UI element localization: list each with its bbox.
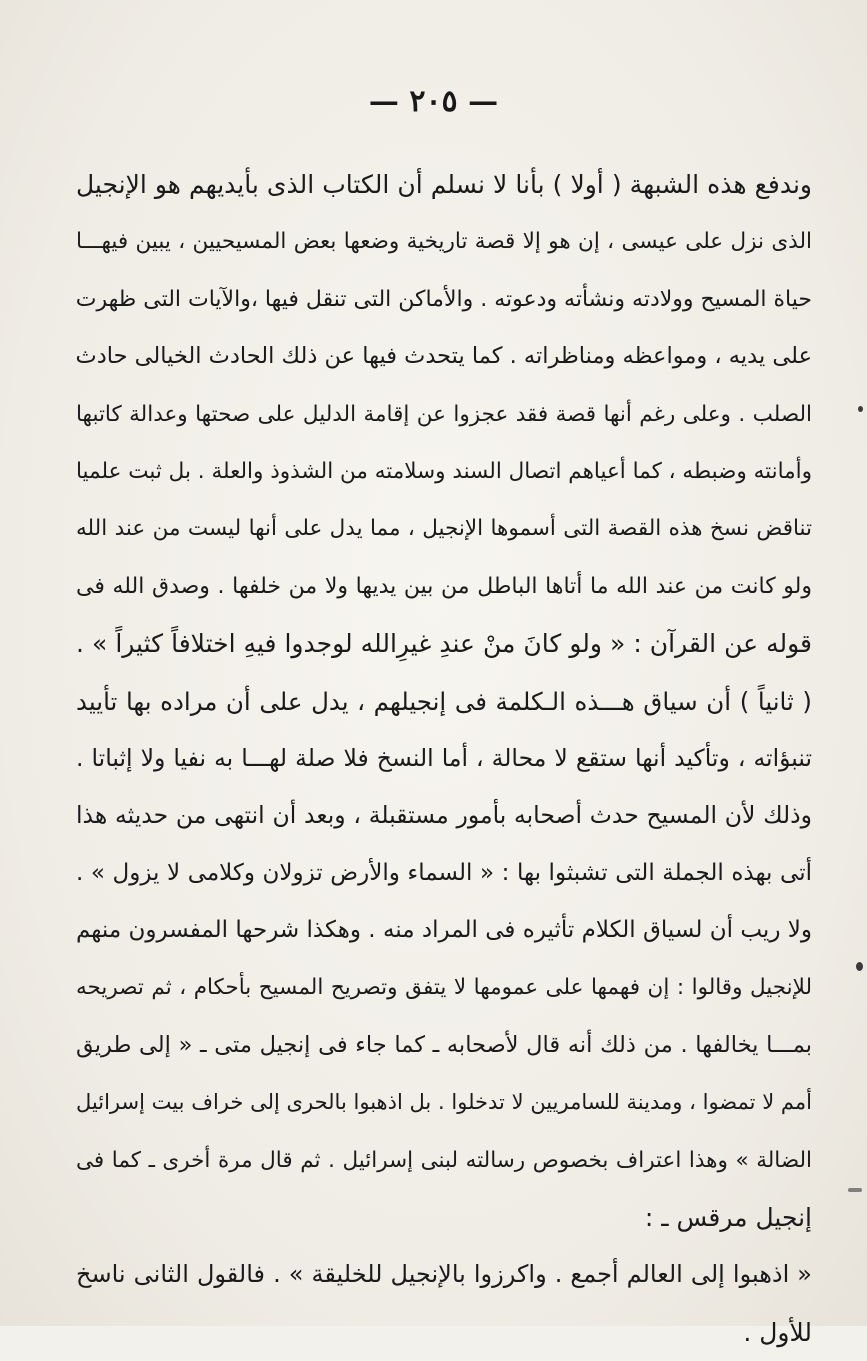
body-text [76, 156, 812, 1361]
text-line: الصلب . وعلى رغم أنها قصة فقد عجزوا عن إقامة الدليل على صحتها وعدالة كاتبها [76, 401, 812, 427]
text-line: الضالة » وهذا اعتراف بخصوص رسالته لبنى إسرائيل . ثم قال مرة أخرى ـ كما فى [76, 1147, 812, 1173]
text-line: أتى بهذه الجملة التى تشبثوا بها : « السماء والأرض تزولان وكلامى لا يزول » . [76, 859, 812, 886]
text-line: « اذهبوا إلى العالم أجمع . واكرزوا بالإنجيل للخليقة » . فالقول الثانى ناسخ [76, 1260, 812, 1289]
page-number: — ٢٠٥ — [368, 84, 499, 119]
text-line: وأمانته وضبطه ، كما أعياهم اتصال السند وسلامته من الشذوذ والعلة . بل ثبت علميا [76, 458, 812, 484]
text-line: حياة المسيح وولادته ونشأته ودعوته . والأماكن التى تنقل فيها ،والآيات التى ظهرت [76, 286, 812, 312]
text-line: تناقض نسخ هذه القصة التى أسموها الإنجيل ، مما يدل على أنها ليست من عند الله [76, 516, 812, 542]
text-line: على يديه ، ومواعظه ومناظراته . كما يتحدث فيها عن ذلك الحادث الخيالى حادث [76, 343, 812, 370]
text-line: أمم لا تمضوا ، ومدينة للسامريين لا تدخلوا . بل اذهبوا بالحرى إلى خراف بيت إسرائيل [76, 1090, 812, 1115]
text-line: الذى نزل على عيسى ، إن هو إلا قصة تاريخية وضعها بعض المسيحيين ، يبين فيهـــا [76, 229, 812, 255]
text-line: وندفع هذه الشبهة ( أولا ) بأنا لا نسلم أن الكتاب الذى بأيديهم هو الإنجيل [76, 170, 812, 199]
text-line: ( ثانياً ) أن سياق هـــذه الـكلمة فى إنجيلهم ، يدل على أن مراده بها تأييد [76, 686, 812, 716]
ink-speck [858, 406, 863, 412]
text-line: تنبؤاته ، وتأكيد أنها ستقع لا محالة ، أما النسخ فلا صلة لهـــا به نفيا ولا إثباتا . [76, 743, 812, 772]
text-line: إنجيل مرقس ـ : [644, 1203, 812, 1233]
text-line: ولا ريب أن لسياق الكلام تأثيره فى المراد منه . وهكذا شرحها المفسرون منهم [76, 917, 812, 944]
text-line: قوله عن القرآن : « ولو كانَ منْ عندِ غيرِالله لوجدوا فيهِ اختلافاً كثيراً » . [76, 629, 812, 659]
text-line: ولو كانت من عند الله ما أتاها الباطل من بين يديها ولا من خلفها . وصدق الله فى [76, 573, 812, 599]
ink-speck [848, 1188, 862, 1192]
ink-speck [856, 962, 863, 971]
text-line: للأول . [743, 1317, 812, 1347]
text-line: وذلك لأن المسيح حدث أصحابه بأمور مستقبلة ، وبعد أن انتهى من حديثه هذا [76, 801, 812, 830]
text-line: للإنجيل وقالوا : إن فهمها على عمومها لا يتفق وتصريح المسيح بأحكام ، ثم تصريحه [76, 975, 812, 1001]
text-line: بمـــا يخالفها . من ذلك أنه قال لأصحابه ـ كما جاء فى إنجيل متى ـ « إلى طريق [76, 1031, 812, 1058]
